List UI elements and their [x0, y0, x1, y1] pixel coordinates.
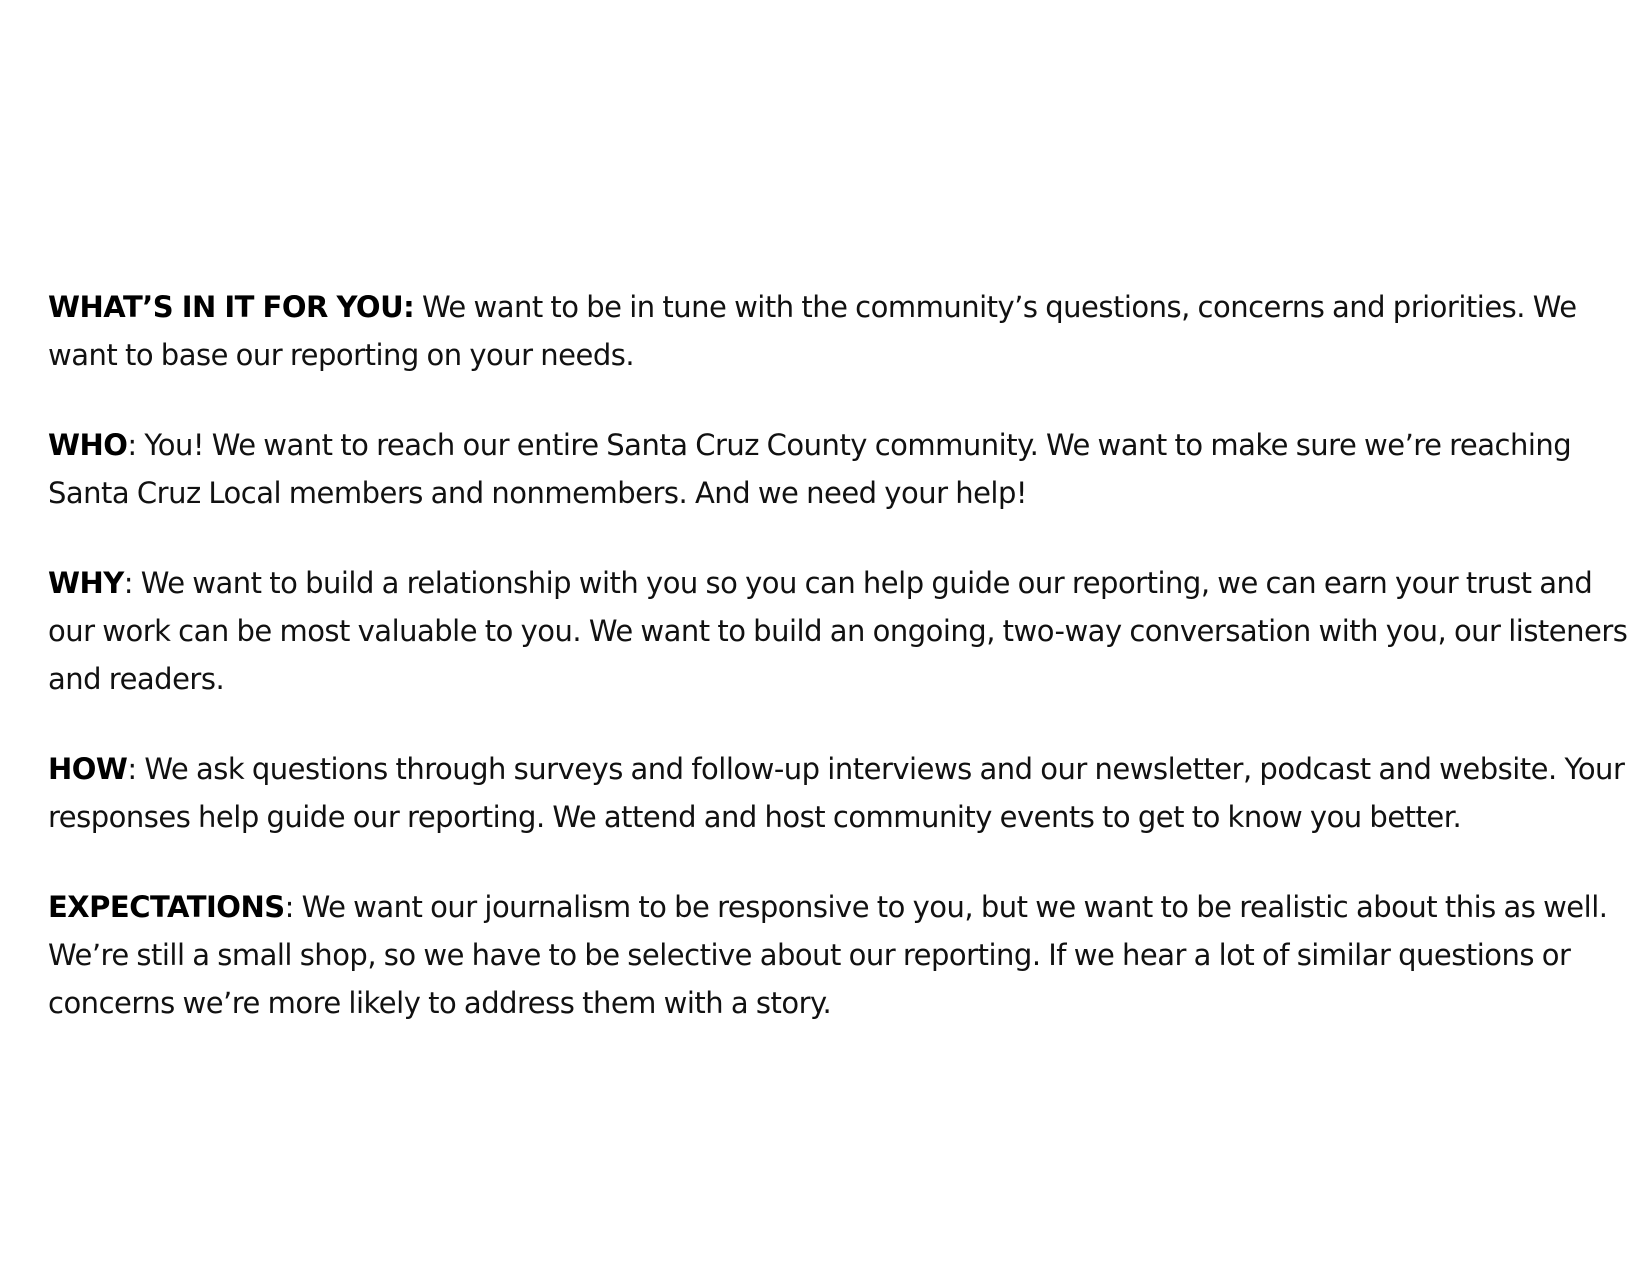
section-how: [48, 745, 1638, 841]
section-who: [48, 421, 1638, 517]
section-text: You! We want to reach our entire Santa Cruz County community. We want to make sure we’re reaching Santa Cruz Local members and nonmembers. And we need your help!: [48, 428, 1572, 510]
section-label: HOW: [48, 752, 128, 786]
section-separator: :: [123, 566, 141, 600]
section-separator: :: [284, 890, 302, 924]
section-label: WHAT’S IN IT FOR YOU:: [48, 290, 415, 324]
section-separator: [414, 290, 422, 324]
section-text: We want our journalism to be responsive to you, but we want to be realistic about this as well. We’re still a small shop, so we have to be selective about our reporting. If we hear a lot of similar questions or concerns we’re more likely to address them with a story.: [48, 890, 1608, 1020]
section-separator: :: [127, 428, 145, 462]
section-separator: :: [127, 752, 145, 786]
section-why: [48, 559, 1638, 703]
section-label: WHO: [48, 428, 128, 462]
section-text: We ask questions through surveys and follow-up interviews and our newsletter, podcast and website. Your responses help guide our reporting. We attend and host community events to get to know you better.: [48, 752, 1625, 834]
section-text: We want to build a relationship with you so you can help guide our reporting, we can earn your trust and our work can be most valuable to you. We want to build an ongoing, two-way conversation with you, our listeners and readers.: [48, 566, 1628, 696]
document-body: [48, 283, 1638, 1027]
section-text: We want to be in tune with the community’s questions, concerns and priorities. We want to base our reporting on your needs.: [48, 290, 1577, 372]
section-label: WHY: [48, 566, 124, 600]
section-whats-in-it-for-you: [48, 283, 1638, 379]
section-expectations: [48, 883, 1638, 1027]
section-label: EXPECTATIONS: [48, 890, 285, 924]
